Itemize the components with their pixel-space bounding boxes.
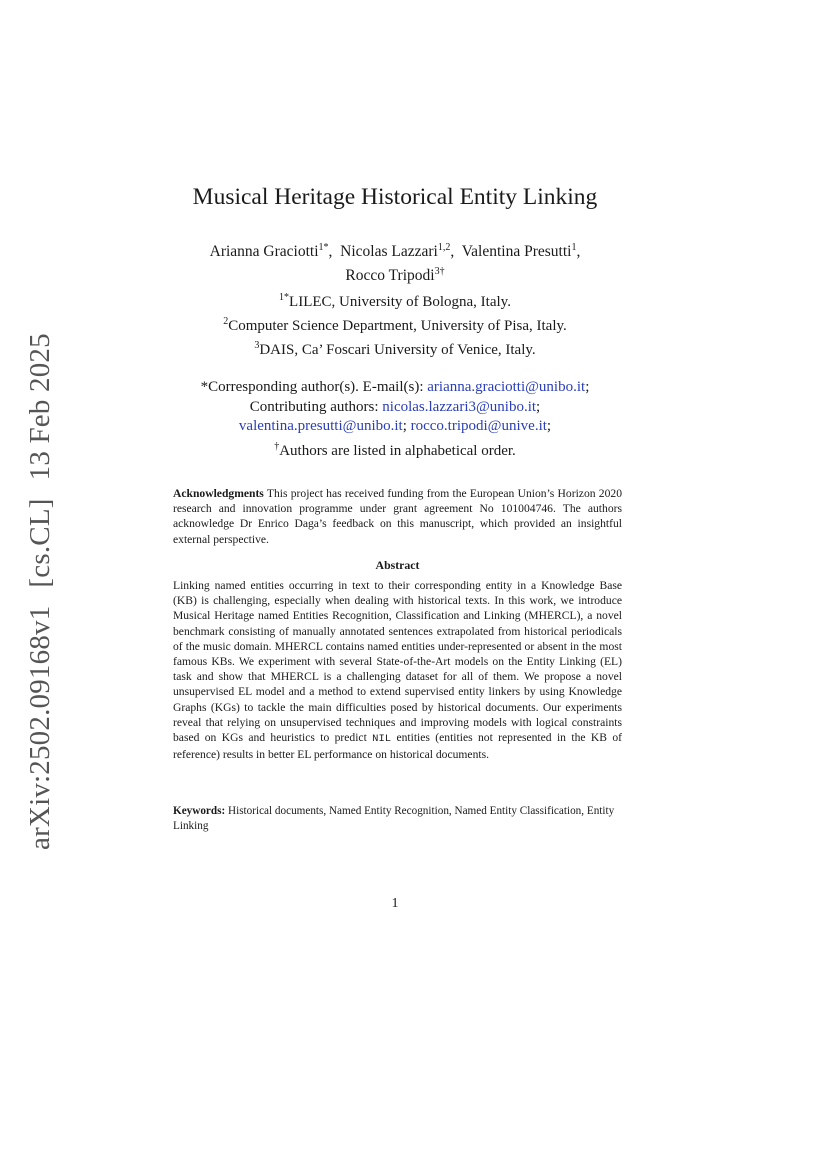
author-affil-mark: 1*: [318, 242, 329, 253]
note-text: Authors are listed in alphabetical order.: [279, 442, 516, 459]
author-affil-mark: 1,2: [437, 242, 451, 253]
affiliation-line: [0, 288, 790, 312]
affil-mark: 1*: [279, 292, 290, 303]
keywords-label: Keywords:: [173, 805, 226, 817]
affiliation-line: [0, 312, 790, 336]
keywords-paragraph: [173, 804, 622, 834]
abstract-paragraph: [173, 578, 622, 762]
affil-text: Computer Science Department, University of Pisa, Italy.: [228, 318, 567, 334]
author-order-note: [0, 437, 790, 462]
contact-block: [0, 378, 790, 461]
contributing-line: valentina.presutti@unibo.it; rocco.tripodi@unive.it;: [238, 418, 552, 434]
abstract-heading: Abstract: [375, 558, 420, 572]
abstract-text: entities (entities not represented in the KB of reference) results in better EL performance on historical documents.: [173, 731, 622, 762]
author-affil-mark: 3†: [434, 266, 445, 278]
acknowledgments-label: Acknowledgments: [173, 487, 264, 500]
affiliation-list: [0, 288, 790, 360]
author-list: Arianna Graciotti$^{1*}$, Nicolas Lazzari$^{1,2}$, Valentina Presutti$^1$, Rocco Tripodi$^{3\dagger}$: [209, 242, 581, 285]
nil-token: NIL: [372, 733, 392, 746]
email-link[interactable]: nicolas.lazzari3@unibo.it: [382, 398, 537, 415]
page-number: 1: [391, 896, 399, 911]
arxiv-category: [cs.CL]: [24, 498, 56, 588]
arxiv-id: arXiv:2502.09168v1: [24, 605, 56, 850]
author-name: Nicolas Lazzari: [340, 243, 438, 261]
affil-mark: 2: [223, 316, 229, 327]
corresponding-line: *Corresponding author(s). E-mail(s): arianna.graciotti@unibo.it;: [200, 379, 590, 395]
affil-text: LILEC, University of Bologna, Italy.: [289, 294, 511, 310]
affil-text: DAIS, Ca’ Foscari University of Venice, Italy.: [259, 342, 536, 358]
abstract-text: Linking named entities occurring in text to their corresponding entity in a Knowledge Base (KB) is challenging, especially when dealing with historical texts. In this work, we introduce Musical Heritage named Entities Recognition, Classification and Linking (MHERCL), a novel benchmark consisting of manually annotated sentences extrapolated from historical periodicals of the music domain. MHERCL contains named entities under-represented or absent in the most famous KBs. We experiment with several State-of-the-Art models on the Entity Linking (EL) task and show that MHERCL is a challenging dataset for all of them. We propose a novel unsupervised EL model and a method to extend supervised entity linkers by using Knowledge Graphs (KGs) to tackle the main difficulties posed by historical documents. Our experiments reveal that relying on unsupervised techniques and improving models with logical constraints based on KGs and heuristics to predict: [173, 579, 622, 745]
author-name: Rocco Tripodi: [345, 267, 435, 285]
dagger-mark: †: [274, 440, 280, 452]
author-name: Valentina Presutti: [461, 243, 572, 261]
email-link[interactable]: valentina.presutti@unibo.it: [238, 418, 403, 434]
acknowledgments-text: This project has received funding from the European Union’s Horizon 2020 research and innovation programme under grant agreement No 101004746. The authors acknowledge Dr Enrico Daga’s feedback on this manuscript, which provided an insightful external perspective.: [173, 487, 622, 546]
corresponding-label: *Corresponding author(s). E-mail(s):: [200, 379, 428, 395]
acknowledgments-paragraph: [173, 486, 622, 547]
arxiv-date: 13 Feb 2025: [24, 333, 56, 481]
author-affil-mark: 1: [571, 242, 577, 253]
author-name: Arianna Graciotti: [209, 243, 319, 261]
keywords-text: Historical documents, Named Entity Recognition, Named Entity Classification, Entity Linking: [173, 805, 615, 832]
affil-mark: 3: [254, 340, 260, 351]
contributing-line: Contributing authors: nicolas.lazzari3@unibo.it;: [249, 398, 541, 415]
affiliation-line: [0, 336, 790, 360]
email-link[interactable]: rocco.tripodi@unive.it: [410, 418, 547, 434]
contributing-label: Contributing authors:: [249, 398, 383, 415]
email-link[interactable]: arianna.graciotti@unibo.it: [427, 379, 586, 395]
paper-title: Musical Heritage Historical Entity Linking: [192, 184, 598, 210]
